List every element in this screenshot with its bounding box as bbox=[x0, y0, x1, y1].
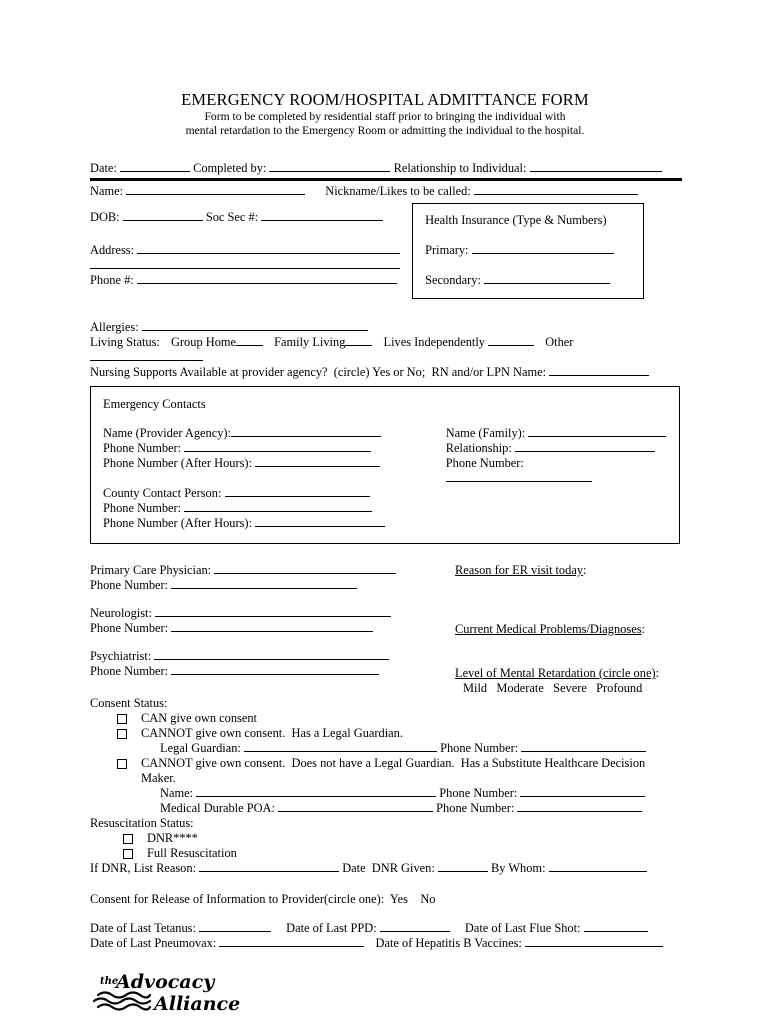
nursing-blank-line bbox=[549, 365, 649, 376]
identity-column bbox=[90, 210, 412, 299]
full-resuscitation-label: Full Resuscitation bbox=[147, 846, 237, 860]
provider-phone-row bbox=[103, 441, 446, 456]
neurologist-phone-blank-line bbox=[171, 621, 373, 632]
phone-row bbox=[90, 273, 412, 288]
er-reason-column bbox=[455, 563, 659, 696]
mr-options: Mild Moderate Severe Profound bbox=[463, 681, 643, 695]
substitute-name-row bbox=[160, 786, 680, 801]
current-problems-colon: : bbox=[641, 622, 645, 636]
consent-can-label: CAN give own consent bbox=[141, 711, 257, 725]
substitute-name-label: Name: bbox=[160, 786, 194, 800]
vaccines-row-1 bbox=[90, 921, 680, 936]
completed-by-label: Completed by: bbox=[193, 161, 267, 175]
form-subtitle-line1: Form to be completed by residential staff prior to bringing the individual with bbox=[204, 110, 566, 123]
advocacy-alliance-logo bbox=[92, 966, 680, 1024]
neurologist-row bbox=[90, 606, 455, 621]
legal-guardian-phone-blank-line bbox=[521, 741, 646, 752]
provider-agency-blank-line bbox=[231, 426, 381, 437]
provider-agency-label: Name (Provider Agency): bbox=[103, 426, 231, 440]
checkbox-icon bbox=[117, 729, 127, 739]
emergency-contacts-title: Emergency Contacts bbox=[103, 397, 206, 411]
date-dnr-given-blank-line bbox=[438, 861, 488, 872]
checkbox-icon bbox=[117, 714, 127, 724]
medical-poa-phone-label: Phone Number: bbox=[436, 801, 515, 815]
allergies-label: Allergies: bbox=[90, 320, 139, 334]
substitute-name-blank-line bbox=[196, 786, 436, 797]
logo-advocacy-text: Advocacy bbox=[116, 971, 215, 993]
name-row bbox=[90, 184, 680, 199]
emergency-contacts-columns bbox=[103, 426, 667, 531]
hepb-blank-line bbox=[525, 936, 663, 947]
checkbox-icon bbox=[117, 759, 127, 769]
family-relationship-row bbox=[446, 441, 667, 456]
date-label: Date: bbox=[90, 161, 117, 175]
ppd-blank-line bbox=[380, 921, 450, 932]
nursing-supports-label: Nursing Supports Available at provider agency? (circle) Yes or No; RN and/or LPN Name: bbox=[90, 365, 547, 379]
county-phone-row bbox=[103, 501, 446, 516]
psychiatrist-row bbox=[90, 649, 455, 664]
ssn-blank-line bbox=[261, 210, 383, 221]
county-after-hours-label: Phone Number (After Hours): bbox=[103, 516, 252, 530]
consent-cannot-guardian-label: CANNOT give own consent. Has a Legal Guardian. bbox=[141, 726, 403, 740]
tetanus-label: Date of Last Tetanus: bbox=[90, 921, 196, 935]
emergency-contacts-box bbox=[90, 386, 680, 544]
nickname-blank-line bbox=[474, 184, 638, 195]
address-blank-line bbox=[137, 243, 400, 254]
date-dnr-given-label: Date DNR Given: bbox=[342, 861, 435, 875]
provider-agency-row bbox=[103, 426, 446, 441]
allergies-row bbox=[90, 320, 680, 335]
ssn-label: Soc Sec #: bbox=[205, 210, 259, 224]
allergies-blank-line bbox=[142, 320, 368, 331]
current-problems-label: Current Medical Problems/Diagnoses bbox=[455, 622, 642, 636]
medical-poa-blank-line bbox=[278, 801, 433, 812]
lives-independently-blank-line bbox=[488, 335, 534, 346]
county-contact-row bbox=[103, 486, 446, 501]
ppd-label: Date of Last PPD: bbox=[286, 921, 377, 935]
by-whom-label: By Whom: bbox=[491, 861, 546, 875]
family-living-label: Family Living bbox=[274, 335, 346, 349]
by-whom-blank-line bbox=[549, 861, 647, 872]
address-blank-line-2 bbox=[90, 258, 400, 269]
resuscitation-status-title: Resuscitation Status: bbox=[90, 816, 194, 830]
living-status-row bbox=[90, 335, 680, 365]
mr-level-header bbox=[455, 666, 659, 681]
physicians-column bbox=[90, 563, 455, 696]
legal-guardian-phone-label: Phone Number: bbox=[440, 741, 519, 755]
er-reason-header bbox=[455, 563, 659, 578]
physicians-section bbox=[90, 563, 680, 696]
form-subtitle-line2: mental retardation to the Emergency Room or admitting the individual to the hospital. bbox=[185, 124, 585, 137]
substitute-name-phone-label: Phone Number: bbox=[439, 786, 518, 800]
flu-shot-blank-line bbox=[584, 921, 648, 932]
insurance-primary-label: Primary: bbox=[425, 243, 469, 257]
neurologist-phone-label: Phone Number: bbox=[90, 621, 169, 635]
completed-by-blank-line bbox=[269, 161, 390, 172]
nickname-label: Nickname/Likes to be called: bbox=[325, 184, 471, 198]
dob-row bbox=[90, 210, 412, 225]
insurance-secondary-label: Secondary: bbox=[425, 273, 481, 287]
consent-status-title: Consent Status: bbox=[90, 696, 168, 710]
address-row-2 bbox=[90, 258, 412, 273]
psychiatrist-phone-blank-line bbox=[171, 664, 379, 675]
insurance-title: Health Insurance (Type & Numbers) bbox=[425, 213, 607, 227]
family-phone-label: Phone Number: bbox=[445, 456, 524, 470]
er-reason-colon: : bbox=[583, 563, 587, 577]
relationship-label: Relationship to Individual: bbox=[393, 161, 527, 175]
provider-after-hours-blank-line bbox=[255, 456, 380, 467]
family-relationship-label: Relationship: bbox=[445, 441, 512, 455]
psychiatrist-blank-line bbox=[154, 649, 389, 660]
group-home-label: Group Home bbox=[170, 335, 237, 349]
phone-blank-line bbox=[137, 273, 397, 284]
substitute-name-phone-blank-line bbox=[520, 786, 645, 797]
pcp-phone-blank-line bbox=[171, 578, 357, 589]
county-contact-blank-line bbox=[225, 486, 370, 497]
county-contact-label: County Contact Person: bbox=[103, 486, 222, 500]
county-phone-blank-line bbox=[184, 501, 372, 512]
insurance-secondary-row bbox=[425, 273, 631, 288]
logo-the-text: the bbox=[100, 976, 119, 987]
mr-level-colon: : bbox=[655, 666, 660, 680]
family-relationship-blank-line bbox=[515, 441, 655, 452]
if-dnr-label: If DNR, List Reason: bbox=[90, 861, 196, 875]
medical-poa-label: Medical Durable POA: bbox=[160, 801, 275, 815]
county-after-hours-row bbox=[103, 516, 446, 531]
logo-alliance-text: Alliance bbox=[154, 993, 241, 1015]
legal-guardian-blank-line bbox=[244, 741, 437, 752]
insurance-primary-blank-line bbox=[472, 243, 614, 254]
section-divider-rule bbox=[90, 178, 682, 181]
other-label: Other bbox=[545, 335, 574, 349]
county-after-hours-blank-line bbox=[255, 516, 385, 527]
psychiatrist-phone-label: Phone Number: bbox=[90, 664, 169, 678]
identity-and-insurance bbox=[90, 210, 680, 299]
date-row bbox=[90, 161, 680, 176]
resuscitation-option-dnr bbox=[123, 831, 680, 846]
provider-after-hours-label: Phone Number (After Hours): bbox=[103, 456, 252, 470]
consent-option-cannot-no-guardian bbox=[117, 756, 680, 786]
checkbox-icon bbox=[123, 849, 133, 859]
family-phone-blank-line bbox=[446, 471, 592, 482]
psychiatrist-label: Psychiatrist: bbox=[90, 649, 152, 663]
consent-option-can bbox=[117, 711, 680, 726]
if-dnr-blank-line bbox=[199, 861, 339, 872]
neurologist-blank-line bbox=[155, 606, 391, 617]
emergency-contacts-right bbox=[446, 426, 667, 531]
neurologist-phone-row bbox=[90, 621, 455, 636]
family-living-blank-line bbox=[345, 335, 372, 346]
advocacy-alliance-logo-graphic bbox=[92, 966, 262, 1022]
consent-cannot-no-guardian-label: CANNOT give own consent. Does not have a Legal Guardian. Has a Substitute Healthcare Decision Maker. bbox=[141, 756, 649, 785]
nursing-supports-row bbox=[90, 365, 680, 380]
hepb-label: Date of Hepatitis B Vaccines: bbox=[375, 936, 522, 950]
family-name-blank-line bbox=[528, 426, 666, 437]
county-phone-label: Phone Number: bbox=[103, 501, 182, 515]
medical-poa-phone-blank-line bbox=[517, 801, 642, 812]
pcp-row bbox=[90, 563, 455, 578]
mr-level-label: Level of Mental Retardation (circle one) bbox=[455, 666, 656, 680]
address-label: Address: bbox=[90, 243, 135, 257]
if-dnr-row bbox=[90, 861, 680, 876]
insurance-secondary-blank-line bbox=[484, 273, 610, 284]
date-blank-line bbox=[120, 161, 190, 172]
consent-option-cannot-guardian bbox=[117, 726, 680, 741]
er-reason-label: Reason for ER visit today bbox=[455, 563, 584, 577]
address-row bbox=[90, 243, 412, 258]
pneumovax-label: Date of Last Pneumovax: bbox=[90, 936, 217, 950]
relationship-blank-line bbox=[530, 161, 662, 172]
pcp-phone-label: Phone Number: bbox=[90, 578, 169, 592]
emergency-contacts-left bbox=[103, 426, 446, 531]
legal-guardian-row bbox=[160, 741, 680, 756]
psychiatrist-phone-row bbox=[90, 664, 455, 679]
insurance-primary-row bbox=[425, 243, 631, 258]
legal-guardian-label: Legal Guardian: bbox=[160, 741, 241, 755]
flu-shot-label: Date of Last Flue Shot: bbox=[464, 921, 581, 935]
form-title: EMERGENCY ROOM/HOSPITAL ADMITTANCE FORM bbox=[181, 90, 589, 109]
neurologist-label: Neurologist: bbox=[90, 606, 152, 620]
family-phone-row bbox=[446, 456, 667, 486]
name-label: Name: bbox=[90, 184, 124, 198]
pcp-phone-row bbox=[90, 578, 455, 593]
pcp-blank-line bbox=[214, 563, 396, 574]
dnr-label: DNR**** bbox=[147, 831, 198, 845]
medical-poa-row bbox=[160, 801, 680, 816]
dob-blank-line bbox=[123, 210, 203, 221]
lives-independently-label: Lives Independently bbox=[383, 335, 489, 349]
other-blank-line bbox=[90, 350, 203, 361]
provider-after-hours-row bbox=[103, 456, 446, 471]
living-status-label: Living Status: bbox=[90, 335, 160, 349]
pneumovax-blank-line bbox=[219, 936, 364, 947]
provider-phone-blank-line bbox=[184, 441, 371, 452]
tetanus-blank-line bbox=[199, 921, 271, 932]
provider-phone-label: Phone Number: bbox=[103, 441, 182, 455]
resuscitation-option-full bbox=[123, 846, 680, 861]
vaccines-row-2 bbox=[90, 936, 680, 951]
dob-label: DOB: bbox=[90, 210, 120, 224]
health-insurance-box bbox=[412, 203, 644, 299]
phone-label: Phone #: bbox=[90, 273, 134, 287]
name-blank-line bbox=[126, 184, 305, 195]
pcp-label: Primary Care Physician: bbox=[90, 563, 212, 577]
group-home-blank-line bbox=[236, 335, 263, 346]
release-consent-row: Consent for Release of Information to Provider(circle one): Yes No bbox=[90, 892, 436, 906]
family-name-label: Name (Family): bbox=[445, 426, 526, 440]
checkbox-icon bbox=[123, 834, 133, 844]
logo-wave-lines bbox=[94, 993, 150, 1010]
current-problems-header bbox=[455, 622, 659, 637]
family-name-row bbox=[446, 426, 667, 441]
